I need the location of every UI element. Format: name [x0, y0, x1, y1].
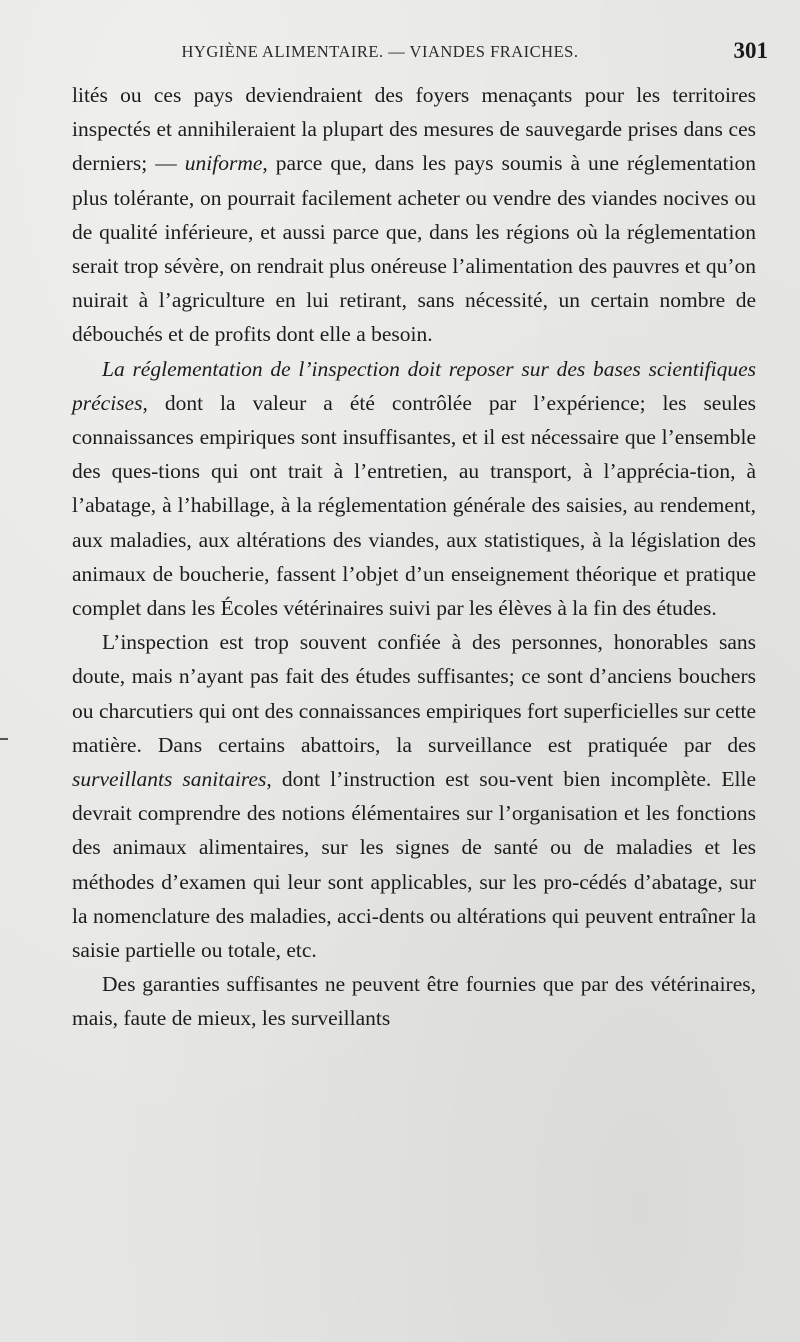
- paragraph-2: [72, 352, 756, 626]
- text-run: L’inspection est trop souvent confiée à des personnes, honorables sans doute, mais n’ayant pas fait des études suffisantes; ce sont d’anciens bouchers ou charcutiers qui ont des connaissances empiriques fort superficielles sur cette matière. Dans certains abattoirs, la surveillance est pratiquée par des: [72, 630, 756, 757]
- text-run: , dont l’instruction est sou-vent bien incomplète. Elle devrait comprendre des notions élémentaires sur l’organisation et les fonctions des animaux alimentaires, sur les signes de santé ou de maladies et les méthodes d’examen qui leur sont applicables, sur les pro-cédés d’abatage, sur la nomenclature des maladies, acci-dents ou altérations qui peuvent entraîner la saisie partielle ou totale, etc.: [72, 767, 756, 963]
- body-text: [72, 78, 756, 1036]
- paragraph-1: [72, 78, 756, 352]
- margin-mark: [0, 738, 8, 740]
- italic-run: surveillants sanitaires: [72, 767, 267, 792]
- paragraph-4: [72, 967, 756, 1035]
- italic-run: La réglementation de l’inspection doit reposer sur des bases scientifiques précises: [72, 356, 756, 415]
- italic-run: uniforme: [184, 151, 263, 176]
- text-run: , dont la valeur a été contrôlée par l’expérience; les seules connaissances empiriques sont insuffisantes, et il est nécessaire que l’ensemble des ques-tions qui ont trait à l’entretien, au transport, à l’apprécia-tion, à l’abatage, à l’habillage, à la réglementation générale des saisies, au rendement, aux maladies, aux altérations des viandes, aux statistiques, à la législation des animaux de boucherie, fassent l’objet d’un enseignement théorique et pratique complet dans les Écoles vétérinaires suivi par les élèves à la fin des études.: [72, 390, 756, 621]
- running-title: HYGIÈNE ALIMENTAIRE. — VIANDES FRAICHES.: [181, 42, 579, 61]
- text-run: lités ou ces pays deviendraient des foyers menaçants pour les territoires inspectés et annihileraient la plupart des mesures de sauvegarde prises dans ces derniers; —: [72, 83, 756, 176]
- page-number: 301: [733, 38, 768, 63]
- text-run: , parce que, dans les pays soumis à une réglementation plus tolérante, on pourrait facilement acheter ou vendre des viandes nocives ou de qualité inférieure, et aussi parce que, dans les régions où la réglementation serait trop sévère, on rendrait plus onéreuse l’alimentation des pauvres et qu’on nuirait à l’agriculture en lui retirant, sans nécessité, un certain nombre de débouchés et de profits dont elle a besoin.: [72, 151, 757, 347]
- paragraph-3: [72, 625, 756, 967]
- running-head: [60, 38, 768, 68]
- text-run: Des garanties suffisantes ne peuvent être fournies que par des vétérinaires, mais, faute de mieux, les surveillants: [72, 972, 756, 1031]
